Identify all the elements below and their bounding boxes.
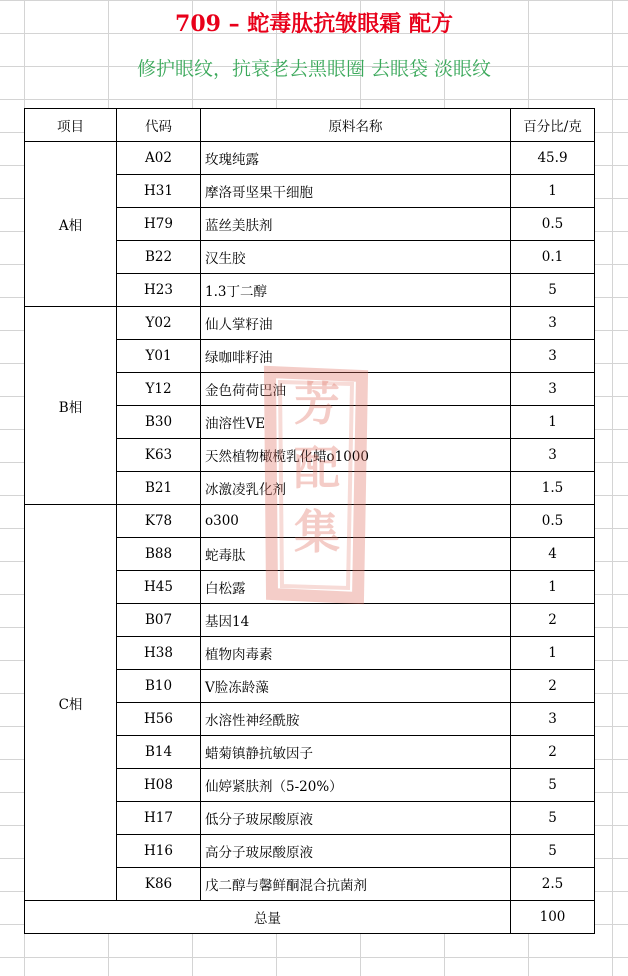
ingredient-code: H56 (117, 703, 201, 736)
ingredient-percent: 2 (511, 736, 595, 769)
header-ingredient: 原料名称 (201, 109, 511, 142)
total-label: 总量 (25, 901, 511, 934)
ingredient-percent: 0.5 (511, 208, 595, 241)
ingredient-percent: 1 (511, 637, 595, 670)
stamp-lettering: 芳配集 (294, 377, 340, 559)
ingredient-code: H31 (117, 175, 201, 208)
ingredient-name: 高分子玻尿酸原液 (201, 835, 511, 868)
ingredient-name: 油溶性VE (201, 406, 511, 439)
ingredient-code: H45 (117, 571, 201, 604)
ingredient-code: B22 (117, 241, 201, 274)
page-subtitle: 修护眼纹，抗衰老去黑眼圈 去眼袋 淡眼纹 (136, 58, 492, 80)
formula-table (24, 108, 595, 934)
ingredient-percent: 3 (511, 340, 595, 373)
ingredient-name: 金色荷荷巴油 (201, 373, 511, 406)
ingredient-code: A02 (117, 142, 201, 175)
ingredient-name: 蛇毒肽 (201, 538, 511, 571)
ingredient-name: 戊二醇与馨鲜酮混合抗菌剂 (201, 868, 511, 901)
ingredient-percent: 1.5 (511, 472, 595, 505)
ingredient-percent: 2 (511, 604, 595, 637)
ingredient-code: B14 (117, 736, 201, 769)
ingredient-code: B21 (117, 472, 201, 505)
table-row (25, 142, 595, 175)
ingredient-percent: 4 (511, 538, 595, 571)
ingredient-code: H38 (117, 637, 201, 670)
ingredient-code: K78 (117, 505, 201, 538)
ingredient-percent: 2.5 (511, 868, 595, 901)
ingredient-name: 冰激凌乳化剂 (201, 472, 511, 505)
ingredient-percent: 5 (511, 769, 595, 802)
ingredient-code: K86 (117, 868, 201, 901)
ingredient-percent: 5 (511, 802, 595, 835)
ingredient-name: 蜡菊镇静抗敏因子 (201, 736, 511, 769)
total-value: 100 (511, 901, 595, 934)
ingredient-code: H23 (117, 274, 201, 307)
ingredient-code: B10 (117, 670, 201, 703)
page-title: 709 – 蛇毒肽抗皱眼霜 配方 (175, 11, 453, 37)
ingredient-name: V脸冻龄藻 (201, 670, 511, 703)
ingredient-code: H08 (117, 769, 201, 802)
ingredient-name: 白松露 (201, 571, 511, 604)
ingredient-percent: 5 (511, 835, 595, 868)
ingredient-code: Y01 (117, 340, 201, 373)
ingredient-percent: 2 (511, 670, 595, 703)
ingredient-percent: 1 (511, 571, 595, 604)
header-item: 项目 (25, 109, 117, 142)
ingredient-name: 低分子玻尿酸原液 (201, 802, 511, 835)
ingredient-name: 仙婷紧肤剂（5-20%） (201, 769, 511, 802)
ingredient-percent: 3 (511, 439, 595, 472)
ingredient-name: 仙人掌籽油 (201, 307, 511, 340)
phase-label: A相 (25, 142, 117, 307)
ingredient-code: B30 (117, 406, 201, 439)
ingredient-name: 汉生胶 (201, 241, 511, 274)
ingredient-code: B88 (117, 538, 201, 571)
ingredient-percent: 1 (511, 406, 595, 439)
ingredient-name: 蓝丝美肤剂 (201, 208, 511, 241)
ingredient-name: 天然植物橄榄乳化蜡o1000 (201, 439, 511, 472)
ingredient-percent: 45.9 (511, 142, 595, 175)
table-row (25, 307, 595, 340)
ingredient-name: 玫瑰纯露 (201, 142, 511, 175)
ingredient-name: 1.3丁二醇 (201, 274, 511, 307)
ingredient-name: 水溶性神经酰胺 (201, 703, 511, 736)
phase-label: B相 (25, 307, 117, 505)
ingredient-code: H17 (117, 802, 201, 835)
ingredient-name: 绿咖啡籽油 (201, 340, 511, 373)
ingredient-code: H16 (117, 835, 201, 868)
phase-label: C相 (25, 505, 117, 901)
ingredient-name: 基因14 (201, 604, 511, 637)
ingredient-percent: 0.5 (511, 505, 595, 538)
header-code: 代码 (117, 109, 201, 142)
ingredient-percent: 0.1 (511, 241, 595, 274)
header-row (25, 109, 595, 142)
ingredient-percent: 3 (511, 373, 595, 406)
ingredient-name: 植物肉毒素 (201, 637, 511, 670)
ingredient-code: H79 (117, 208, 201, 241)
ingredient-code: Y12 (117, 373, 201, 406)
table-row (25, 505, 595, 538)
ingredient-code: K63 (117, 439, 201, 472)
ingredient-percent: 1 (511, 175, 595, 208)
ingredient-percent: 3 (511, 307, 595, 340)
ingredient-name: 摩洛哥坚果干细胞 (201, 175, 511, 208)
ingredient-code: B07 (117, 604, 201, 637)
total-row (25, 901, 595, 934)
ingredient-percent: 3 (511, 703, 595, 736)
ingredient-percent: 5 (511, 274, 595, 307)
ingredient-code: Y02 (117, 307, 201, 340)
header-percent: 百分比/克 (511, 109, 595, 142)
ingredient-name: o300 (201, 505, 511, 538)
